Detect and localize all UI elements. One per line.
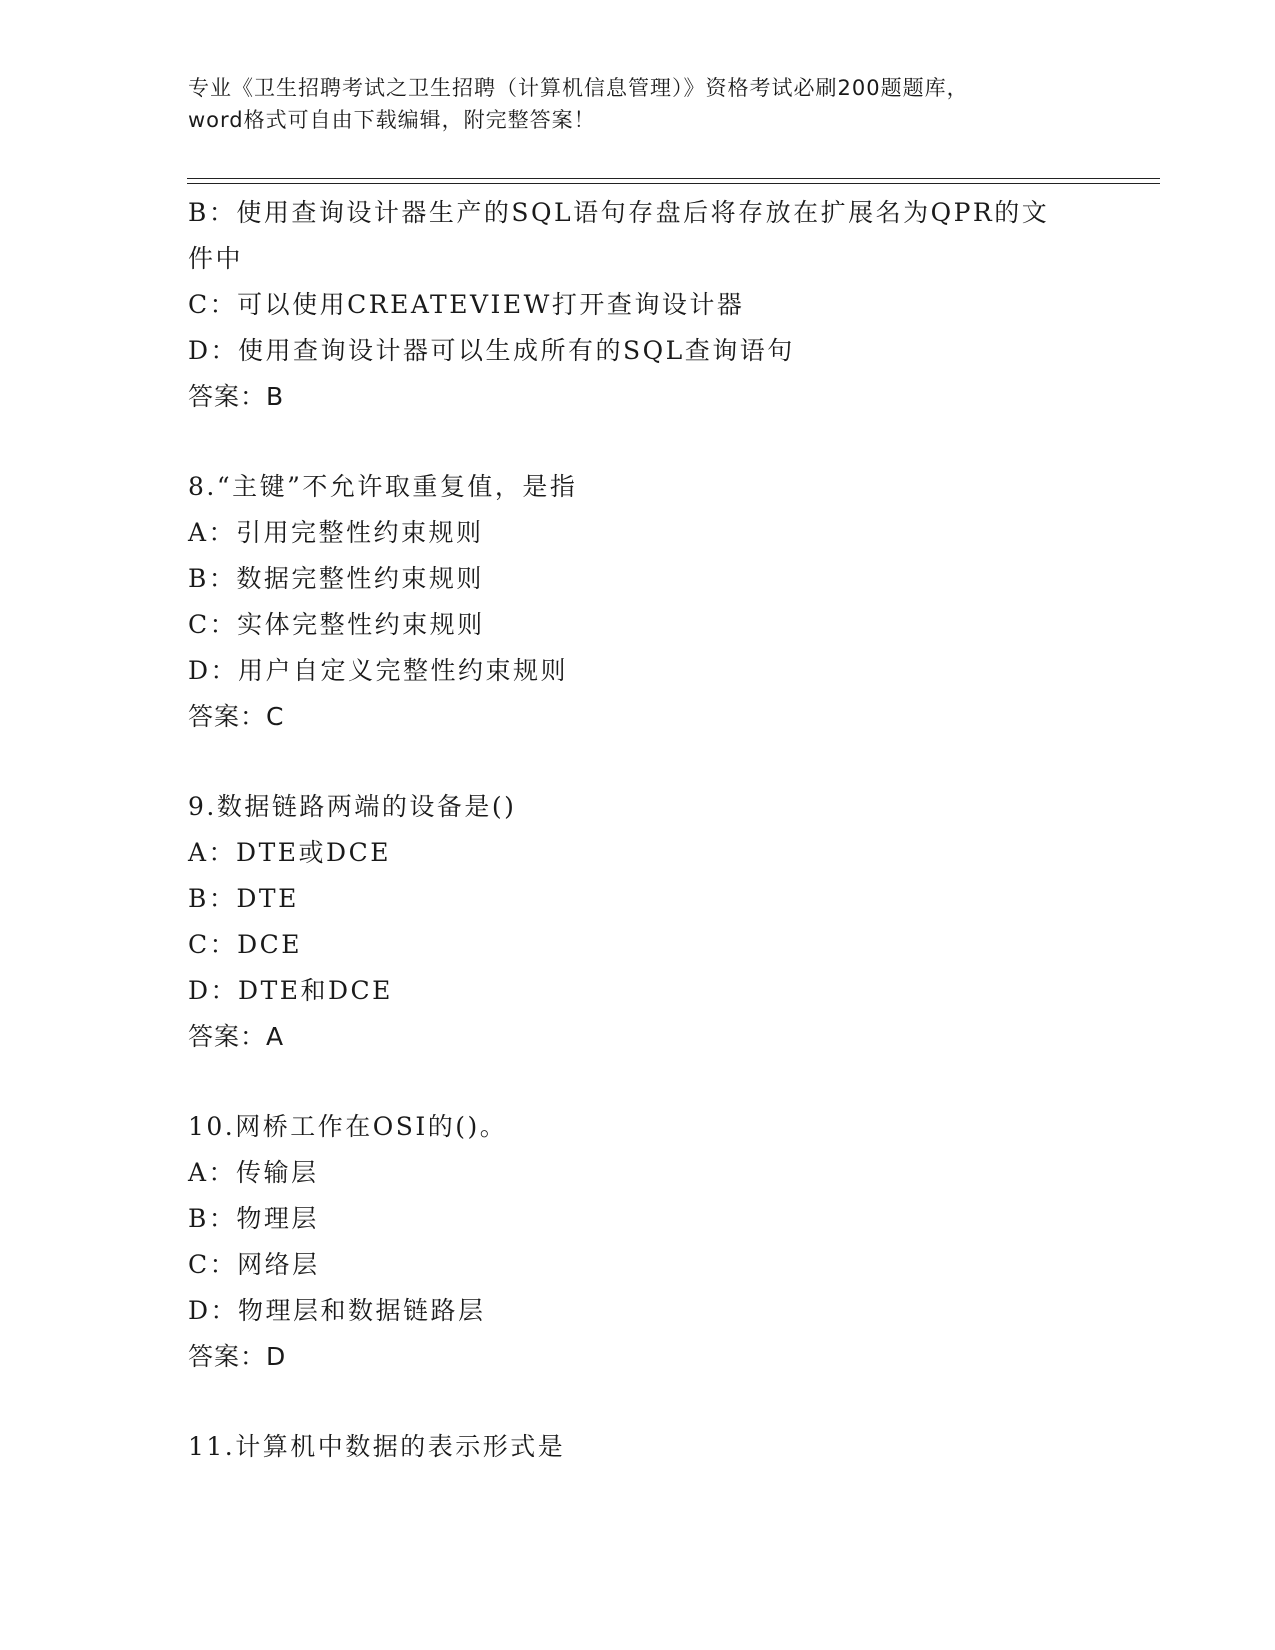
question-block-9 xyxy=(188,784,1088,1060)
option-a: A：DTE或DCE xyxy=(188,838,391,867)
question-block-7 xyxy=(188,190,1088,420)
answer-line: 答案：B xyxy=(188,382,285,411)
question-block-11 xyxy=(188,1424,1088,1470)
header-line-1: 专业《卫生招聘考试之卫生招聘（计算机信息管理）》资格考试必刷200题题库， xyxy=(188,76,969,100)
spacer xyxy=(188,1380,1088,1424)
option-c: C：实体完整性约束规则 xyxy=(188,610,485,639)
option-b: B：使用查询设计器生产的SQL语句存盘后将存放在扩展名为QPR的文 xyxy=(188,198,1050,227)
spacer xyxy=(188,420,1088,464)
option-a: A：引用完整性约束规则 xyxy=(188,518,484,547)
option-c: C：网络层 xyxy=(188,1250,320,1279)
spacer xyxy=(188,740,1088,784)
question-text: 11.计算机中数据的表示形式是 xyxy=(188,1432,566,1461)
question-text: 10.网桥工作在OSI的()。 xyxy=(188,1112,508,1141)
question-list xyxy=(188,190,1088,1470)
document-header xyxy=(188,72,1088,136)
answer-line: 答案：D xyxy=(188,1342,287,1371)
question-block-10 xyxy=(188,1104,1088,1380)
answer-line: 答案：C xyxy=(188,702,285,731)
option-d: D：DTE和DCE xyxy=(188,976,393,1005)
spacer xyxy=(188,1060,1088,1104)
question-text: 9.数据链路两端的设备是() xyxy=(188,792,517,821)
header-divider-bottom xyxy=(187,183,1160,184)
question-block-8 xyxy=(188,464,1088,740)
option-a: A：传输层 xyxy=(188,1158,319,1187)
option-d: D：物理层和数据链路层 xyxy=(188,1296,486,1325)
answer-line: 答案：A xyxy=(188,1022,285,1051)
option-b-continued: 件中 xyxy=(188,244,244,273)
option-b: B：DTE xyxy=(188,884,299,913)
question-text: 8.“主键”不允许取重复值，是指 xyxy=(188,472,578,501)
header-line-2: word格式可自由下载编辑，附完整答案！ xyxy=(188,108,596,132)
option-b: B：数据完整性约束规则 xyxy=(188,564,484,593)
option-b: B：物理层 xyxy=(188,1204,319,1233)
header-divider-top xyxy=(187,178,1160,179)
option-d: D：使用查询设计器可以生成所有的SQL查询语句 xyxy=(188,336,795,365)
option-c: C：可以使用CREATEVIEW打开查询设计器 xyxy=(188,290,745,319)
option-d: D：用户自定义完整性约束规则 xyxy=(188,656,569,685)
option-c: C：DCE xyxy=(188,930,303,959)
